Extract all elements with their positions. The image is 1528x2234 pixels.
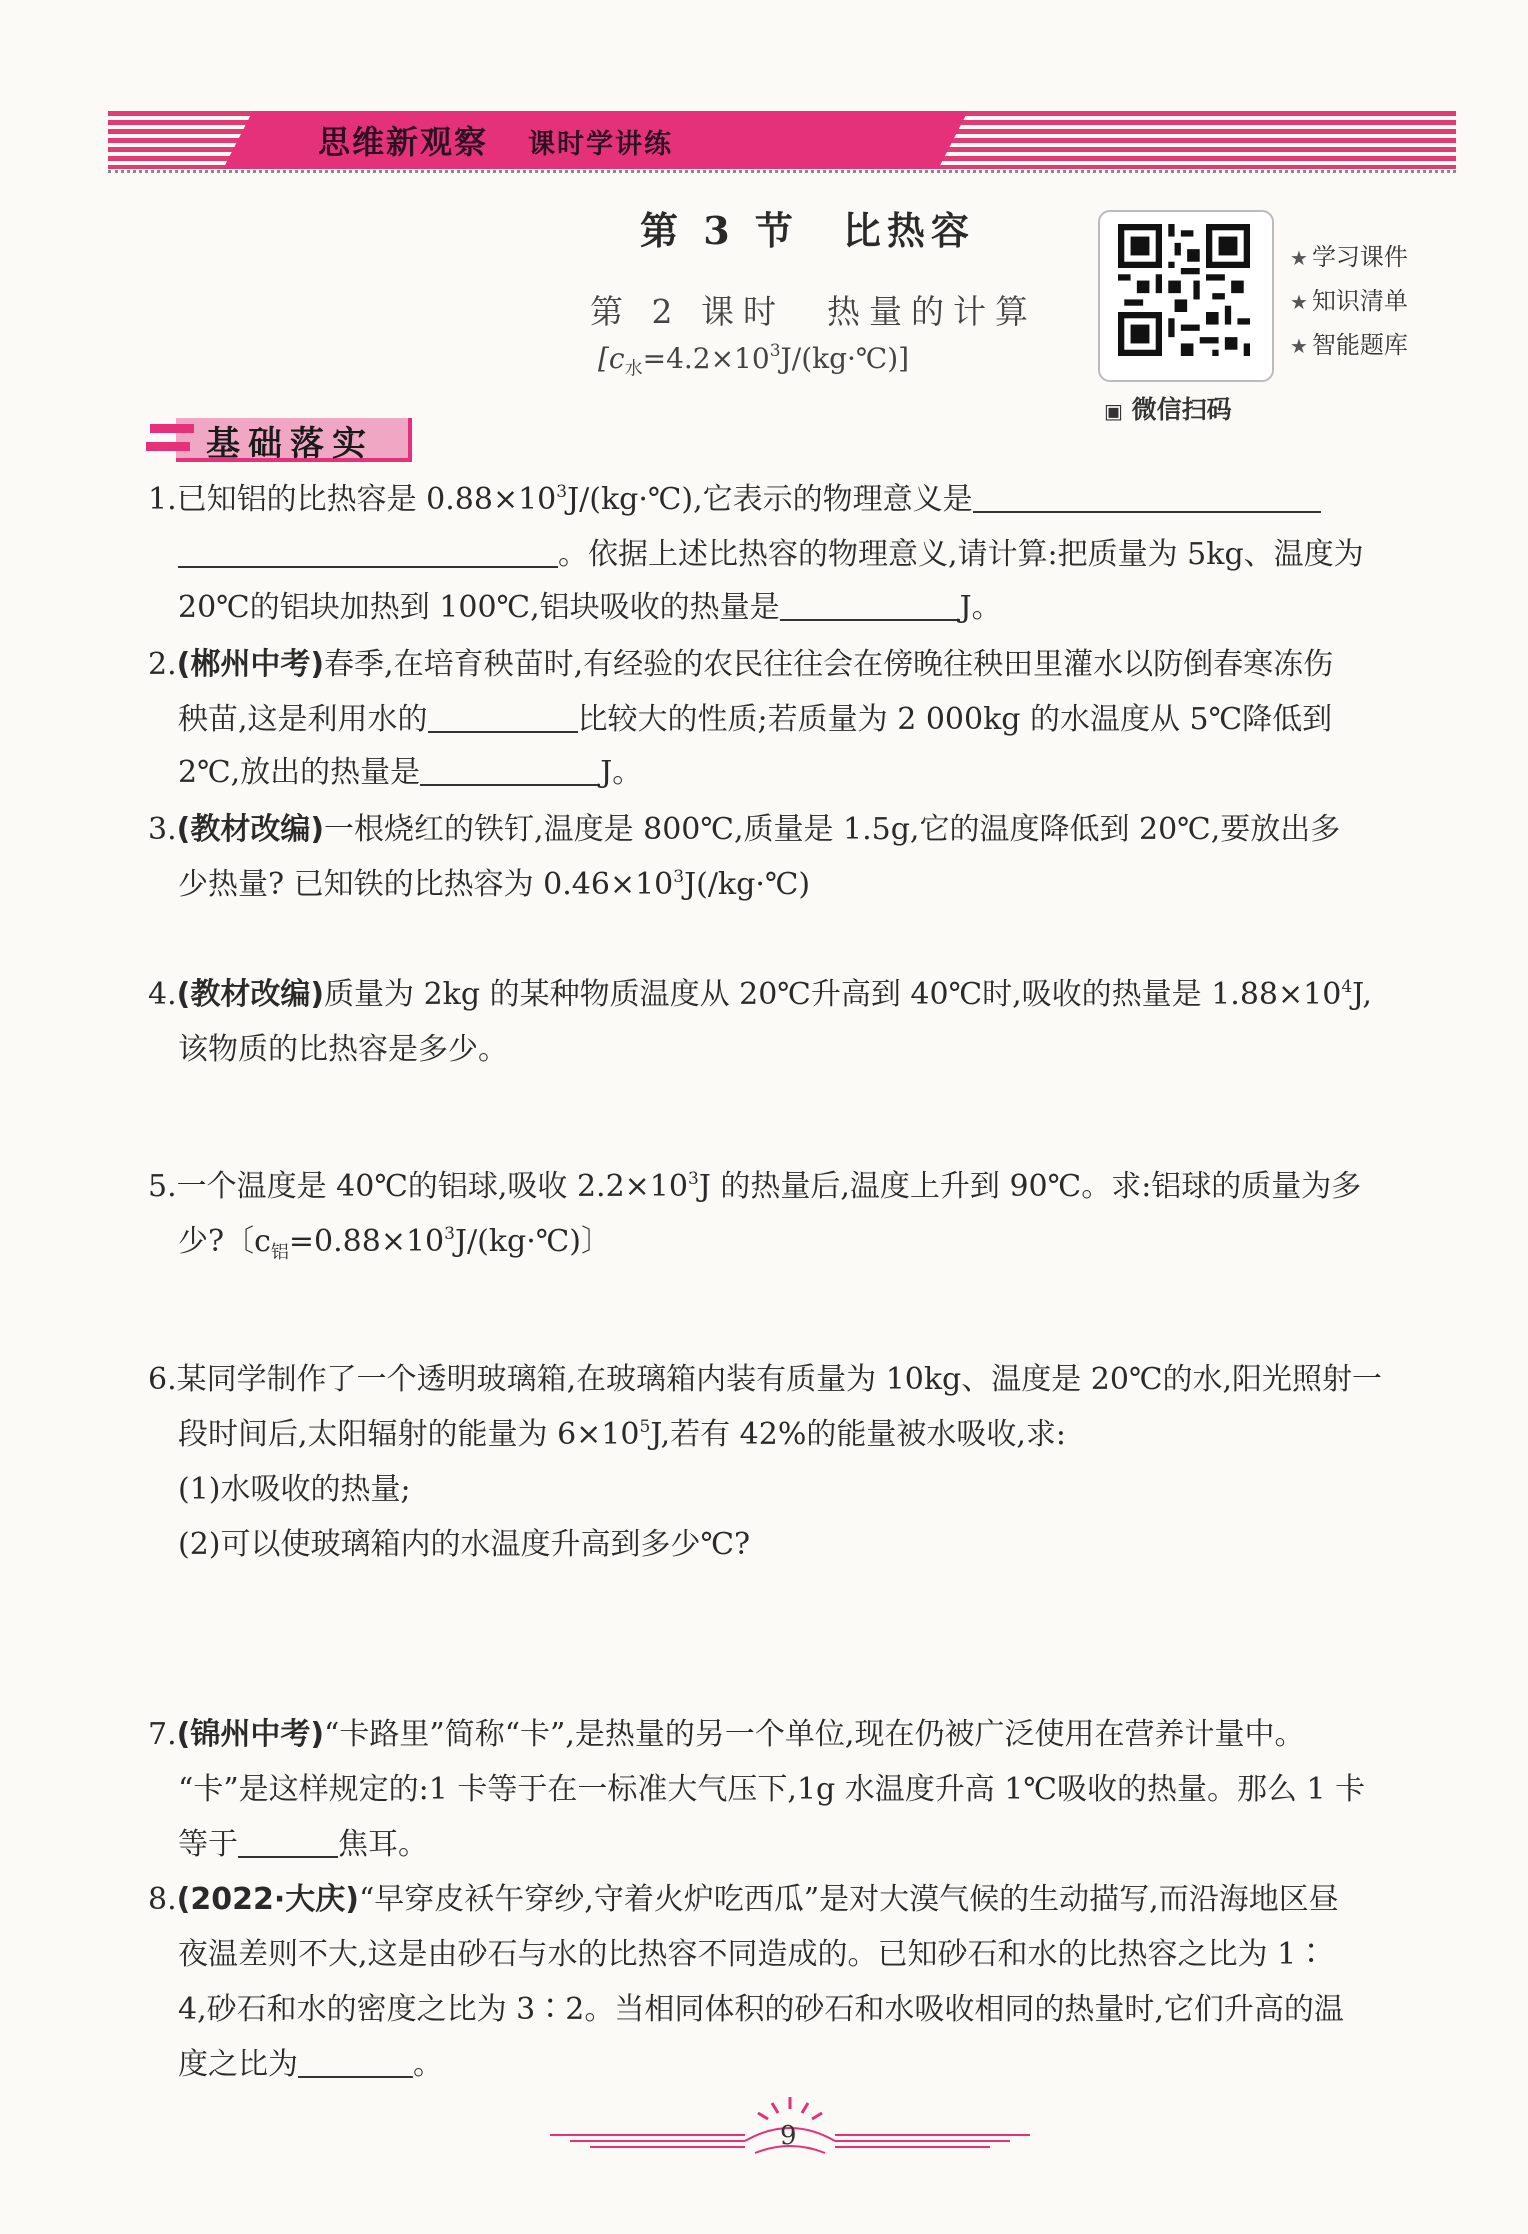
question-8-line-4: 度之比为 。 [178, 2047, 443, 2082]
question-7-line-1: 7.(锦州中考)“卡路里”简称“卡”,是热量的另一个单位,现在仍被广泛使用在营养计量中。 [148, 1717, 1305, 1752]
question-8-line-3: 4,砂石和水的密度之比为 3∶2。当相同体积的砂石和水吸收相同的热量时,它们升高的温 [178, 1992, 1344, 2027]
star-icon: ★ [1290, 290, 1308, 314]
header-banner [108, 111, 1456, 169]
question-2-line-1: 2.(郴州中考)春季,在培育秧苗时,有经验的农民往往会在傍晚往秧田里灌水以防倒春寒冻伤 [148, 647, 1334, 682]
page-footer [540, 2095, 1040, 2165]
section-bar [146, 442, 190, 451]
header-divider [108, 170, 1456, 173]
qr-item-knowledge[interactable]: ★ 知识清单 [1290, 287, 1408, 315]
question-1-line-2: 。依据上述比热容的物理意义,请计算:把质量为 5kg、温度为 [178, 535, 1364, 575]
question-3-line-1: 3.(教材改编)一根烧红的铁钉,温度是 800℃,质量是 1.5g,它的温度降低到 20℃,要放出多 [148, 812, 1341, 847]
lesson-subtitle: 第 2 课时 热量的计算 [590, 292, 1037, 331]
question-1-line-1: 1.已知铝的比热容是 $0.88\times 10^3J/(kg\cdot℃)$,它表示的物理意义是 [148, 480, 1321, 520]
question-6-line-2: 段时间后,太阳辐射的能量为 $6\times 10^5J$,若有 42%的能量被水吸收,求: [178, 1417, 1066, 1452]
question-5-line-1: 5.一个温度是 40℃的铝球,吸收 $2.2\times 10^3J$ 的热量后,温度上升到 90℃。求:铝球的质量为多 [148, 1169, 1362, 1204]
star-icon: ★ [1290, 246, 1308, 270]
question-6-part-1: (1)水吸收的热量; [178, 1472, 411, 1507]
wechat-scan-label: ▣ 微信扫码 [1104, 395, 1232, 424]
question-8-line-1: 8.(2022·大庆)“早穿皮袄午穿纱,守着火炉吃西瓜”是对大漠气候的生动描写,而沿海地区昼 [148, 1882, 1339, 1917]
section-label-text: 基础落实 [206, 424, 374, 464]
question-4-line-1: 4.(教材改编)质量为 2kg 的某种物质温度从 20℃升高到 40℃时,吸收的热量是 $1.88\times 10^4J$, [148, 977, 1372, 1012]
question-4-line-2: 该物质的比热容是多少。 [178, 1032, 508, 1067]
answer-blank[interactable] [420, 756, 600, 786]
brand-title: 思维新观察 [318, 123, 489, 161]
page-number: 9 [780, 2121, 797, 2151]
answer-blank[interactable] [298, 2048, 413, 2078]
qr-code-icon[interactable] [1118, 224, 1250, 356]
section-label-basics [146, 412, 414, 464]
qr-feature-list [1290, 236, 1408, 368]
question-5-line-2: 少?〔$c_铝=0.88\times 10^3J/(kg\cdot℃)$〕 [178, 1224, 611, 1263]
section-bar [150, 424, 194, 433]
answer-blank[interactable] [428, 703, 578, 733]
question-7-line-2: “卡”是这样规定的:1 卡等于在一标准大气压下,1g 水温度升高 1℃吸收的热量。那么 1 卡 [178, 1772, 1366, 1807]
question-8-line-2: 夜温差则不大,这是由砂石与水的比热容不同造成的。已知砂石和水的比热容之比为 1∶ [178, 1937, 1327, 1972]
lesson-title: 第 3 节 比热容 [640, 208, 975, 253]
star-icon: ★ [1290, 334, 1308, 358]
answer-blank[interactable] [178, 538, 558, 568]
answer-blank[interactable] [780, 591, 960, 621]
question-6-part-2: (2)可以使玻璃箱内的水温度升高到多少℃? [178, 1527, 751, 1562]
series-title: 课时学讲练 [528, 129, 673, 160]
question-2-line-3: 2℃,放出的热量是 J。 [178, 755, 643, 790]
question-3-line-2: 少热量? 已知铁的比热容为 $0.46\times 10^3J(/kg\cdot℃)$ [178, 867, 811, 902]
water-specific-heat-formula: $[c_水=4.2\times 10^3J/(kg\cdot℃)]$ [598, 341, 910, 380]
scan-icon: ▣ [1104, 399, 1123, 423]
qr-item-question-bank[interactable]: ★ 智能题库 [1290, 331, 1408, 359]
question-2-line-2: 秧苗,这是利用水的 比较大的性质;若质量为 2 000kg 的水温度从 5℃降低到 [178, 702, 1333, 737]
qr-item-courseware[interactable]: ★ 学习课件 [1290, 243, 1408, 271]
question-7-line-3: 等于 焦耳。 [178, 1827, 428, 1862]
answer-blank[interactable] [973, 483, 1321, 513]
answer-blank[interactable] [238, 1828, 338, 1858]
question-6-line-1: 6.某同学制作了一个透明玻璃箱,在玻璃箱内装有质量为 10kg、温度是 20℃的水,阳光照射一 [148, 1362, 1383, 1397]
question-1-line-3: 20℃的铝块加热到 100℃,铝块吸收的热量是 J。 [178, 590, 1002, 625]
